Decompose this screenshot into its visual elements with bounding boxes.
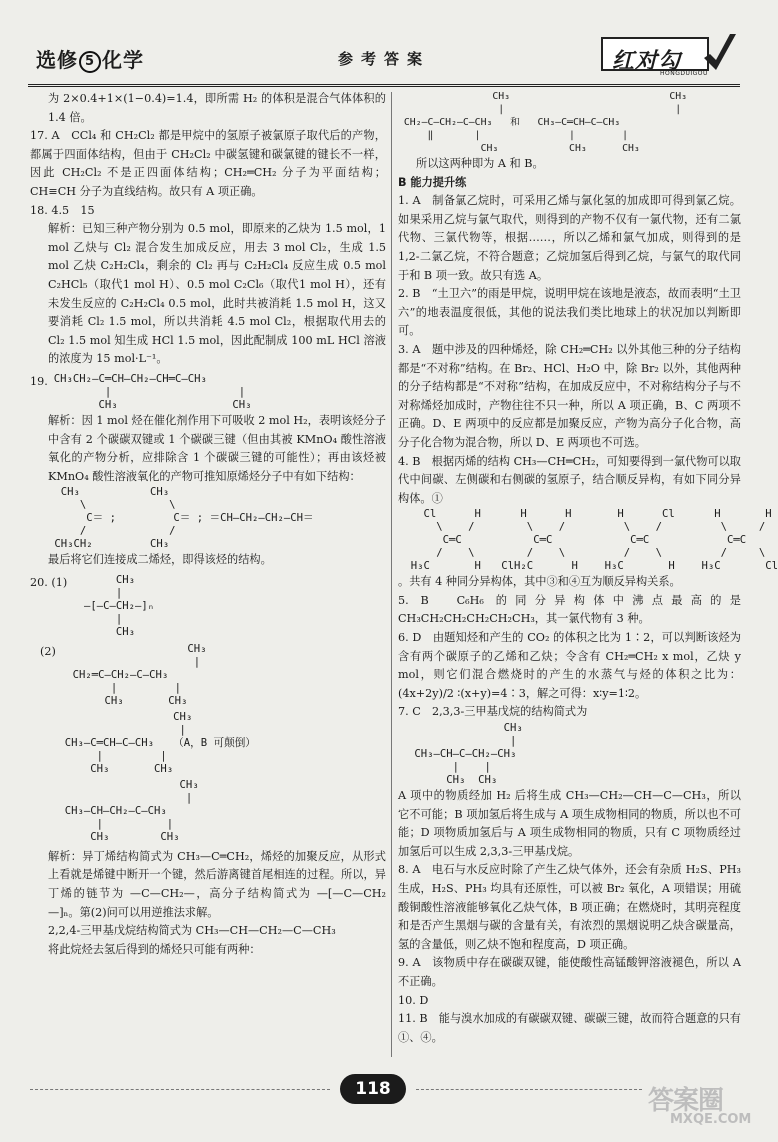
alkene-pair-formula: CH₃ CH₃ | | CH₂—C—CH₂—C—CH₃ 和 CH₃—C═CH—C—CH₃ ‖ | | | CH₃ CH₃ CH₃ [403,91,688,154]
explanation-20-c: 将此烷烃去氢后得到的烯烃只可能有两种： [48,942,261,956]
isomer-1: Cl H \ / C═C / \ H₃C H [410,508,481,573]
watermark-url: MXQE.COM [670,1112,752,1127]
logo-text: 红对勾 [612,48,682,74]
alkene-formula-b: CH₃ | CH₃—C═CH—C—CH₃ （A，B 可颠倒） | | CH₃ CH₃ [64,710,256,775]
explanation-18: 解析：已知三种产物分别为 0.5 mol，即原来的乙炔为 1.5 mol，1 mol 乙炔与 Cl₂ 混合发生加成反应，用去 3 mol Cl₂，生成 1.5 mol 乙炔 C₂H₂Cl₄，剩余的 Cl₂ 再与 C₂H₂Cl₄ 反应生成 0.5 mol C₂HCl₅（取代1 mol H）、0.5 mol C₂Cl₆（取代1 mol H），还有未发生反应的 C₂H₂Cl₄ 0.5 mol，此时共被消耗 1.5 mol H，这又要消耗 Cl₂ 1.5 mol，所以共消耗 4.5 mol Cl₂，根据取代用去的 Cl₂ 1.5 mol 知生成 HCl 1.5 mol，因此配制成 100 mL HCl 溶液的浓度为 15 mol·L⁻¹。 [48,222,386,366]
answer-20-1: 20. (1) CH₃ | —[—C—CH₂—]ₙ | CH₃ [30,573,155,638]
section-heading: B 能力提升练 [398,175,467,189]
answer-18: 18. 4.5 15 [30,203,95,217]
page-number: 118 [340,1074,406,1104]
answer-b7-exp: A 项中的物质经加 H₂ 后将生成 CH₃—CH₂—CH—C—CH₃，所以它不可能；B 项加氢后将生成与 A 项生成物相同的物质，所以也不可能；D 项物质加氢后与 A 项生成物相同的物质，只有 C 项物质经过加氢后可以生成 2,3,3-三甲基戊烷。 [398,789,741,858]
isomer-2: H H \ / C═C / \ ClH₂C H [501,508,578,573]
book-title: 选修 5 化学 [36,48,144,72]
answer-b4: 4. B 根据丙烯的结构 CH₃—CH═CH₂，可知要得到一氯代物可以取代中间碳、左侧碳和右侧碳的氢原子，结合顺反异构，有如下同分异构体。① [398,454,741,505]
column-divider [391,92,392,1057]
formula: CH₃CH₂—C═CH—CH₂—CH═C—CH₃ [53,372,207,385]
explanation-20: 解析：异丁烯结构简式为 CH₃—C═CH₂，烯烃的加聚反应，从形式上看就是烯键中断开一个键，然后游离键首尾相连的过程。所以，异丁烯的链节为 —C—CH₂—，高分子结构简式为 —[—C—CH₂—]ₙ。第(2)问可以用逆推法求解。 [48,849,386,919]
explanation-20-b: 2,2,4-三甲基戊烷结构简式为 CH₃—CH—CH₂—C—CH₃ [48,924,336,938]
footer-rule-left [30,1089,330,1090]
answer-b10: 10. D [398,993,429,1007]
answer-b7: 7. C 2,3,3-三甲基戊烷的结构简式为 [398,705,588,719]
answer-b1: 1. A 制备氯乙烷时，可采用乙烯与氯化氢的加成即可得到氯乙烷。如果采用乙烷与氯气取代，则得到的产物不仅有一氯代物，还有二氯代物、三氯代物等，根据……，所以乙烯和氯气加成，则得到的是 1,2-二氯乙烷，不符合题意；乙烷加氢后得到乙烷，与氯气的取代同于和 B 项一致。故只有选 A。 [398,194,741,282]
alkane-formula: CH₃ | CH₃—CH—CH₂—C—CH₃ | | CH₃ CH₃ [64,778,199,843]
answer-b11: 11. B 能与溴水加成的有碳碳双键、碳碳三键，故而符合题意的只有①、④。 [398,1012,741,1044]
left-column [30,90,386,959]
alkene-formula-a: CH₃ | CH₂═C—CH₂—C—CH₃ | | CH₃ CH₃ [72,642,207,707]
isomer-structures [398,508,778,573]
answer-b3: 3. A 题中涉及的四种烯烃，除 CH₂═CH₂ 以外其他三种的分子结构都是“不对称”结构。在 Br₂、HCl、H₂O 中，除 Br₂ 以外，其他两种的分子结构都是“不对称”结构，在加成反应中，不对称结构分子与不对称烯烃加成时，产物往往不只一种，所以 A 项正确，B、C 两项不正确。D、E 两项中的反应都是加聚反应，产物为高分子化合物，高分子化合物为混合物，所以 D、E 两项也不可选。 [398,342,741,449]
answer-b2: 2. B “土卫六”的雨是甲烷，说明甲烷在该地是液态，故而表明“土卫六”的地表温度很低，其他的说法我们类比地球上的状况加以判断即可。 [398,287,741,338]
answer-text: 所以这两种即为 A 和 B。 [416,157,544,170]
answer-17: 17. A CCl₄ 和 CH₂Cl₂ 都是甲烷中的氢原子被氯原子取代后的产物，都属于四面体结构，但由于 CH₂Cl₂ 中碳氢键和碳氯键的键长不一样，因此 CH₂Cl₂ 不是正四面体结构；CH₂═CH₂ 分子为平面结构；CH≡CH 分子为直线结构。故只有 A 项正确。 [30,129,386,198]
circled-number: 5 [79,51,101,73]
logo-subtext: HONGDUIGOU [660,70,708,77]
watermark-text: 答案圈 [648,1086,724,1116]
isomer-4: H H \ / C═C / \ H₃C Cl [701,508,778,573]
polymer-formula: CH₃ | —[—C—CH₂—]ₙ | CH₃ [83,573,155,638]
page-header [28,40,740,80]
watermark-logo [648,1080,752,1130]
answer-20-2: (2) CH₃ | CH₂═C—CH₂—C—CH₃ | | CH₃ CH₃ [40,642,207,707]
answer-b9: 9. A 该物质中存在碳碳双键，能使酸性高锰酸钾溶液褪色，所以 A 不正确。 [398,956,741,988]
right-column [398,90,778,1047]
structure-formula: CH₃ CH₃ \ \ C＝ ; C＝ ; ＝CH—CH₂—CH₂—CH＝ / / CH₃CH₂ CH₃ [54,486,314,551]
trimethylpentane-formula: CH₃ | CH₃—CH—C—CH₂—CH₃ | | CH₃ CH₃ [414,722,523,787]
brand-logo [600,32,738,78]
answer-19: 19. CH₃CH₂—C═CH—CH₂—CH═C—CH₃ | | CH₃ CH₃ [30,372,252,411]
answer-text: 为 2×0.4+1×(1−0.4)=1.4，即所需 H₂ 的体积是混合气体体积的 1.4 倍。 [48,92,386,124]
answer-b6: 6. D 由题知烃和产生的 CO₂ 的体积之比为 1∶2，可以判断该烃为含有两个碳原子的乙烯和乙炔；令含有 CH₂═CH₂ x mol，乙炔 y mol，则它们混合燃烧时的产生的水蒸气与烃的体积之比为：(4x+2y)/2 ∶(x+y)=4∶3，解之可得：x∶y=1∶2。 [398,631,741,700]
header-center-title: 参考答案 [338,50,431,68]
explanation-19-end: 最后将它们连接成二烯烃，即得该烃的结构。 [48,553,272,567]
formula-sub: | | CH₃ CH₃ [98,385,252,411]
answer-b4-end: 。共有 4 种同分异构体，其中③和④互为顺反异构关系。 [398,575,681,589]
header-rule [28,84,740,87]
isomer-3: H Cl \ / C═C / \ H₃C H [604,508,675,573]
answer-b8: 8. A 电石与水反应时除了产生乙炔气体外，还会有杂质 H₂S、PH₃ 生成，H₂S、PH₃ 均具有还原性，可以被 Br₂ 氧化，A 项错误；用硫酸铜酸性溶液能够氧化乙炔气体，B 项正确；在燃烧时，其明亮程度和是否产生黑烟与碳的含量有关，有浓烈的黑烟说明乙炔含碳量高，氢的含量低，则乙炔不饱和程度高，D 项正确。 [398,863,741,951]
explanation-19: 解析：因 1 mol 烃在催化剂作用下可吸收 2 mol H₂，表明该烃分子中含有 2 个碳碳双键或 1 个碳碳三键（但由其被 KMnO₄ 酸性溶液氧化的产物分析，应排除含 1 个碳碳三键的可能性）；再由该烃被 KMnO₄ 酸性溶液氧化的产物可推知原烯烃分子中有如下结构： [48,413,386,483]
answer-b5: 5. B C₆H₆ 的同分异构体中沸点最高的是 CH₃CH₂CH₂CH₂CH₂CH₃，其一氯代物有 3 种。 [398,593,741,626]
footer-rule-right [416,1089,642,1090]
